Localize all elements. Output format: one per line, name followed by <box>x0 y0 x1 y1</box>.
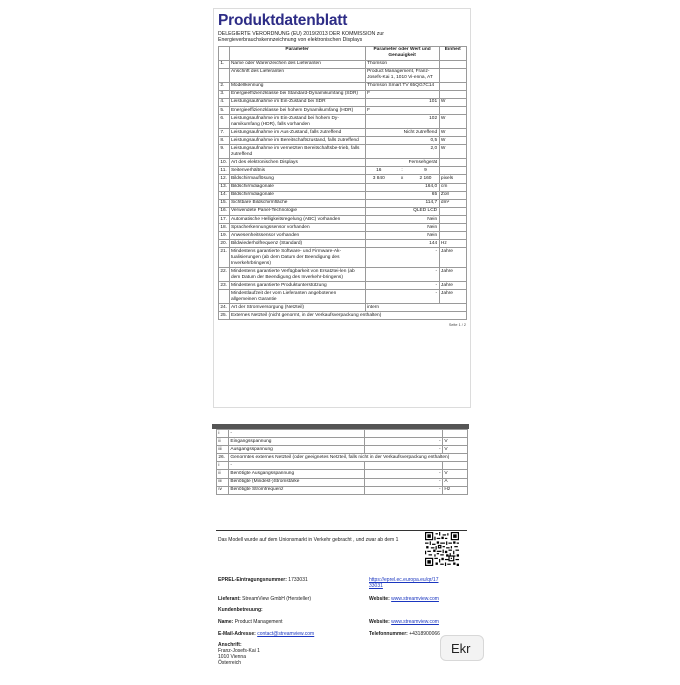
row-number: iv <box>217 486 229 494</box>
row-unit <box>439 60 466 68</box>
address-label: Anschrift: <box>218 642 242 648</box>
row-value: - <box>365 268 439 282</box>
website-row <box>369 596 439 602</box>
row-unit: Jahre <box>439 268 466 282</box>
row-unit: Zoll <box>439 191 466 199</box>
resolution-b: 2 160 <box>419 176 432 182</box>
row-parameter: Art des elektronischen Displays <box>229 159 365 167</box>
row-parameter: Ausgangsspannung <box>229 446 365 454</box>
eprel-value: 1733031 <box>288 577 308 583</box>
row-number: 12. <box>220 176 228 182</box>
datasheet-table-continued <box>216 429 468 495</box>
row-value: - <box>365 478 443 486</box>
row-value: QLED LCD <box>365 207 439 215</box>
table-row <box>219 90 467 98</box>
row-value: Nein <box>365 215 439 223</box>
row-number: 14. <box>220 192 228 198</box>
table-row <box>219 68 467 82</box>
row-value: Nein <box>365 224 439 232</box>
table-row <box>219 183 467 191</box>
regulation-line-2: Energieverbrauchskennzeichnung von elektronischen Displays <box>218 37 363 44</box>
email-link[interactable]: contact@streamview.com <box>257 631 315 637</box>
row-unit: V <box>443 438 468 446</box>
header-unit: Einheit <box>439 46 466 60</box>
row-unit <box>439 207 466 215</box>
row-unit: dm² <box>439 199 466 207</box>
email-row <box>218 631 314 637</box>
website2-label: Website: <box>369 619 390 625</box>
row-unit <box>439 90 466 98</box>
row-parameter: Mindestens garantierte Produktunterstützung <box>229 282 365 290</box>
row-unit <box>439 224 466 232</box>
name-value: Product Management <box>234 619 283 625</box>
row-number: 10. <box>220 159 228 165</box>
row-number: 26. <box>217 454 229 462</box>
row-value <box>365 167 439 175</box>
eprel-label: EPREL-Eintragungsnummer: <box>218 577 287 583</box>
table-row <box>219 304 467 312</box>
row-parameter: Benötigte (Mindest-)Stromstärke <box>229 478 365 486</box>
row-number: 9. <box>219 145 230 159</box>
table-row <box>219 115 467 129</box>
table-row <box>219 232 467 240</box>
row-value: 164,0 <box>365 183 439 191</box>
row-parameter: Bildschirmauflösung <box>229 175 365 183</box>
page-number: Seite 1 / 2 <box>448 323 466 328</box>
row-number: 5. <box>219 106 230 114</box>
row-unit: A <box>443 478 468 486</box>
row-number: 21. <box>219 248 230 268</box>
table-row <box>219 290 467 304</box>
row-unit <box>443 430 468 438</box>
row-parameter: Mindestlaufzeit der vom Lieferanten angebotenen allgemeinen Garantie <box>229 290 365 304</box>
datasheet-page-2 <box>212 424 469 685</box>
phone-value: +4318900066 <box>409 631 440 637</box>
email-label: E-Mail-Adresse: <box>218 631 256 637</box>
row-number: ii <box>217 438 229 446</box>
row-value <box>365 175 439 183</box>
row-parameter: Verwendete Panel-Technologie <box>229 207 365 215</box>
row-number: 6. <box>219 115 230 129</box>
market-text: Das Modell wurde auf dem Unionsmarkt in Verkehr gebracht , und zwar ab dem 1 <box>218 537 399 543</box>
resolution-sep: x <box>400 176 404 182</box>
row-parameter: Genormtes externes Netzteil (oder geeignetes Netzteil, falls nicht in der Verkaufsverpackung enthalten) <box>229 454 468 462</box>
row-parameter: Externes Netzteil (nicht genormt, in der Verkaufsverpackung enthalten) <box>229 312 466 320</box>
row-value: - <box>365 290 439 304</box>
row-number: 24. <box>220 304 228 310</box>
table-row <box>217 462 468 470</box>
table-row <box>217 438 468 446</box>
row-value: 114,7 <box>365 199 439 207</box>
table-row <box>217 486 468 494</box>
aspect-b: 9 <box>424 167 427 173</box>
regulation-text <box>218 31 466 44</box>
row-value: 144 <box>365 240 439 248</box>
row-number: iii <box>217 478 229 486</box>
table-row <box>219 207 467 215</box>
row-value: intern <box>365 304 466 312</box>
support-label <box>218 607 263 613</box>
qr-code-icon[interactable] <box>425 532 459 566</box>
aspect-a: 16 <box>376 167 382 173</box>
eprel-link-line-2[interactable]: 33031 <box>369 583 383 589</box>
row-parameter: Energieeffizienzklasse bei Standard-Dynamikumfang (SDR) <box>229 90 365 98</box>
table-row <box>217 470 468 478</box>
row-value: 65 <box>365 191 439 199</box>
datasheet-page-1 <box>213 8 471 408</box>
eprel-row <box>218 577 308 583</box>
row-unit: W <box>439 98 466 106</box>
row-value: F <box>365 106 439 114</box>
name-row <box>218 619 283 625</box>
row-value: Nicht zutreffend <box>365 129 439 137</box>
row-parameter: Leistungsaufnahme im Aus-Zustand, falls zutreffend <box>229 129 365 137</box>
page-title: Produktdatenblatt <box>218 12 348 29</box>
row-number: 16. <box>220 208 228 214</box>
address-line-1: Franz-Josefs-Kai 1 <box>218 648 260 654</box>
website-link[interactable]: www.streamview.com <box>391 596 439 602</box>
address-line-2: 1010 Vienna <box>218 654 246 660</box>
table-row <box>219 106 467 114</box>
row-unit: pixels <box>439 175 466 183</box>
table-row <box>219 248 467 268</box>
row-unit: V <box>443 470 468 478</box>
table-row <box>217 478 468 486</box>
table-row <box>217 446 468 454</box>
regulation-line-1: DELEGIERTE VERORDNUNG (EU) 2019/2013 DER KOMMISSION zur <box>218 31 384 37</box>
row-unit <box>439 106 466 114</box>
table-row <box>219 224 467 232</box>
row-number: 25. <box>220 312 228 318</box>
row-value: - <box>365 446 443 454</box>
row-value: Product Management, Franz-Josefs-Kai 1, 1010 Vi-enna, AT <box>365 68 439 82</box>
row-parameter: Spracherkennungssensor vorhanden <box>229 224 365 232</box>
website2-row <box>369 619 439 625</box>
row-value: Fernsehgerät <box>365 159 439 167</box>
row-parameter: Mindestens garantierte Software- und Firmware-Ak-tualisierungen (ab dem Datum der Beendigung des Inverkehrbringens) <box>229 248 365 268</box>
row-unit: Hz <box>443 486 468 494</box>
row-parameter: Leistungsaufnahme im Ein-Zustand bei hohem Dy-namikumfang (HDR), falls vorhanden <box>229 115 365 129</box>
table-row <box>219 145 467 159</box>
phone-row <box>369 631 440 637</box>
table-header-row <box>219 46 467 60</box>
row-value: 101 <box>365 98 439 106</box>
row-number: 1. <box>219 60 230 68</box>
row-unit <box>439 68 466 82</box>
row-parameter: Art der Stromversorgung (Netzteil) <box>229 304 365 312</box>
table-row <box>219 60 467 68</box>
row-value: - <box>365 486 443 494</box>
table-row <box>219 159 467 167</box>
row-value <box>365 430 443 438</box>
row-unit: W <box>439 137 466 145</box>
datasheet-table <box>218 46 467 321</box>
row-unit <box>443 462 468 470</box>
row-parameter: - <box>229 462 365 470</box>
table-row <box>219 282 467 290</box>
row-value: - <box>365 248 439 268</box>
row-number: 20. <box>220 240 228 246</box>
row-unit <box>439 159 466 167</box>
row-number: 3. <box>219 90 230 98</box>
row-number: 7. <box>219 129 230 137</box>
resolution-a: 3 840 <box>372 176 385 182</box>
header-value: Parameter oder Wert und Genauigkeit <box>365 46 439 60</box>
row-unit: Jahre <box>439 248 466 268</box>
supplier-row <box>218 596 311 602</box>
row-value: Thomson Smart TV 65QG7C14 <box>365 82 439 90</box>
row-number: 17. <box>220 216 228 222</box>
table-row <box>219 129 467 137</box>
aspect-sep: : <box>401 167 403 173</box>
row-parameter: Bildschirmdiagonale <box>229 191 365 199</box>
row-parameter: Energieeffizienzklasse bei hohem Dynamikumfang (HDR) <box>229 106 365 114</box>
row-value: - <box>365 282 439 290</box>
row-number: 19. <box>220 232 228 238</box>
row-unit: W <box>439 115 466 129</box>
row-number: 13. <box>220 184 228 190</box>
row-number: 11. <box>219 167 230 175</box>
row-parameter: Leistungsaufnahme im Bereitschaftszustand, falls zutreffend <box>229 137 365 145</box>
website-label: Website: <box>369 596 390 602</box>
table-row <box>219 82 467 90</box>
supplier-label: Lieferant: <box>218 596 241 602</box>
row-parameter: Bildwiederholfrequenz (Standard) <box>229 240 365 248</box>
row-parameter: Anwesenheitssensor vorhanden <box>229 232 365 240</box>
row-number: 2. <box>219 82 230 90</box>
row-parameter: Leistungsaufnahme im vernetzten Bereitschaftsbe-trieb, falls zutreffend <box>229 145 365 159</box>
row-unit <box>439 215 466 223</box>
row-number: 4. <box>219 98 230 106</box>
support-heading: Kundenbetreuung: <box>218 607 263 613</box>
row-number: 23. <box>220 282 228 288</box>
row-parameter: Eingangsspannung <box>229 438 365 446</box>
row-number: 8. <box>219 137 230 145</box>
row-parameter: Automatische Helligkeitsregelung (ABC) vorhanden <box>229 215 365 223</box>
row-number: i <box>217 462 229 470</box>
row-unit: V <box>443 446 468 454</box>
row-value: F <box>365 90 439 98</box>
header-num <box>219 46 230 60</box>
row-number: 22. <box>219 268 230 282</box>
table-row <box>219 240 467 248</box>
row-parameter: Sichtbare Bildschirmfläche <box>229 199 365 207</box>
row-unit <box>439 82 466 90</box>
row-number <box>219 290 230 304</box>
row-value: - <box>365 470 443 478</box>
row-parameter: Benötigte Ausgangsspannung <box>229 470 365 478</box>
row-parameter: Leistungsaufnahme im Ein-Zustand bei SDR <box>229 98 365 106</box>
eprel-link[interactable] <box>369 577 439 589</box>
row-value: 2,0 <box>365 145 439 159</box>
eprel-link-line-1[interactable]: https://eprel.ec.europa.eu/qr/17 <box>369 577 439 583</box>
table-row <box>219 98 467 106</box>
row-parameter: - <box>229 430 365 438</box>
row-parameter: Name oder Warenzeichen des Lieferanten <box>229 60 365 68</box>
row-value: Thomson <box>365 60 439 68</box>
row-parameter: Seitenverhältnis <box>229 167 365 175</box>
table-row <box>217 454 468 462</box>
row-unit: cm <box>439 183 466 191</box>
table-row <box>217 430 468 438</box>
row-number: 15. <box>220 200 228 206</box>
table-row <box>219 199 467 207</box>
table-row <box>219 312 467 320</box>
supplier-value: StreamView GmbH (Hersteller) <box>242 596 311 602</box>
row-number: ii <box>217 470 229 478</box>
row-value <box>365 462 443 470</box>
row-value: Nein <box>365 232 439 240</box>
address-line-3: Österreich <box>218 660 242 666</box>
table-row <box>219 268 467 282</box>
name-label: Name: <box>218 619 234 625</box>
row-number: 18. <box>220 224 228 230</box>
row-value: 102 <box>365 115 439 129</box>
row-unit <box>439 167 466 175</box>
row-value: 0,5 <box>365 137 439 145</box>
address-block <box>218 642 260 666</box>
row-unit: W <box>439 129 466 137</box>
website2-link[interactable]: www.streamview.com <box>391 619 439 625</box>
row-value: - <box>365 438 443 446</box>
row-unit: W <box>439 145 466 159</box>
row-number: i <box>217 430 229 438</box>
table-row <box>219 167 467 175</box>
overlay-button[interactable]: Ekr <box>440 635 484 661</box>
row-parameter: Modellkennung <box>229 82 365 90</box>
table-row <box>219 215 467 223</box>
table-row <box>219 191 467 199</box>
row-unit: Jahre <box>439 282 466 290</box>
row-number <box>219 68 230 82</box>
divider <box>216 530 467 531</box>
row-parameter: Mindestens garantierte Verfügbarkeit von Ersatztei-len (ab dem Datum der Beendigung des Inverkehr-bringens) <box>229 268 365 282</box>
table-row <box>219 175 467 183</box>
phone-label: Telefonnummer: <box>369 631 408 637</box>
header-parameter: Parameter <box>229 46 365 60</box>
row-parameter: Anschrift des Lieferanten <box>229 68 365 82</box>
row-unit: Jahre <box>439 290 466 304</box>
row-number: iii <box>217 446 229 454</box>
table-row <box>219 137 467 145</box>
row-unit: Hz <box>439 240 466 248</box>
row-parameter: Benötigte Stromfrequenz <box>229 486 365 494</box>
row-unit <box>439 232 466 240</box>
row-parameter: Bildschirmdiagonale <box>229 183 365 191</box>
